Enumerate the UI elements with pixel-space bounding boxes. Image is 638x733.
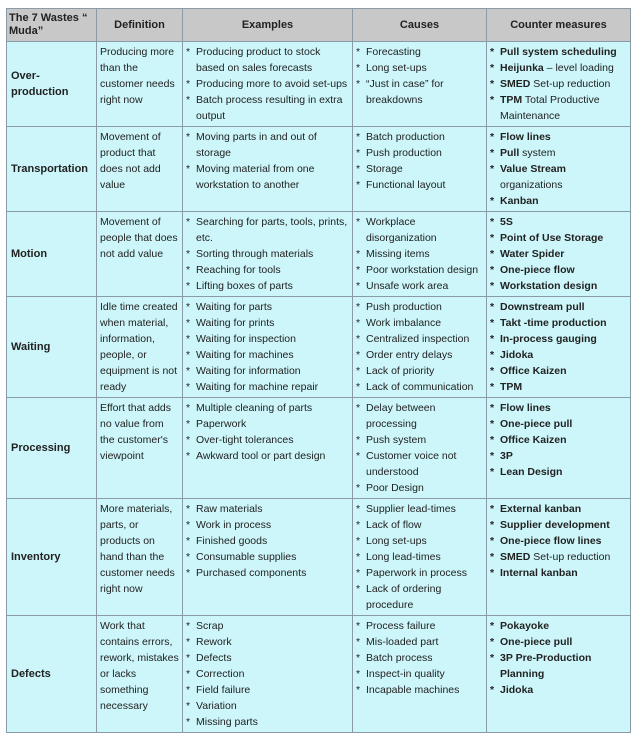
example-item: * Waiting for machine repair	[186, 379, 349, 395]
causes-list	[356, 618, 483, 698]
causes-list	[356, 501, 483, 613]
counter-measure-item	[490, 230, 627, 246]
counter-measure-name: Water Spider	[500, 248, 565, 260]
counter-measure-item	[490, 464, 627, 480]
causes-list	[356, 400, 483, 496]
counter-measure-name: Pokayoke	[500, 620, 550, 632]
cause-item: * Paperwork in process	[356, 565, 483, 581]
counter-measure-name: External kanban	[500, 503, 582, 515]
example-item: * Waiting for information	[186, 363, 349, 379]
cause-item: * Batch production	[356, 129, 483, 145]
counter-measure-detail: Set-up reduction	[530, 78, 611, 90]
counter-measure-detail: organizations	[500, 179, 563, 191]
cause-item: * Batch process	[356, 650, 483, 666]
counter-measure-item	[490, 44, 627, 60]
table-row	[7, 398, 631, 499]
counter-measure-item	[490, 92, 627, 124]
example-item: * Reaching for tools	[186, 262, 349, 278]
counter-measure-item	[490, 161, 627, 193]
counter-measure-item	[490, 618, 627, 634]
counter-measures-cell	[487, 42, 631, 127]
counter-measure-item	[490, 60, 627, 76]
cause-item: * Incapable machines	[356, 682, 483, 698]
example-item: * Multiple cleaning of parts	[186, 400, 349, 416]
example-item: * Producing product to stock based on sales forecasts	[186, 44, 349, 76]
cause-item: * Centralized inspection	[356, 331, 483, 347]
example-item: * Paperwork	[186, 416, 349, 432]
counter-measure-detail: – level loading	[543, 62, 614, 74]
counter-measure-name: Workstation design	[500, 280, 598, 292]
causes-list	[356, 129, 483, 193]
cause-item: * Lack of flow	[356, 517, 483, 533]
counter-measures-list	[490, 400, 627, 480]
counter-measure-name: One-piece pull	[500, 418, 573, 430]
cause-item: * Customer voice not understood	[356, 448, 483, 480]
counter-measure-name: Flow lines	[500, 131, 551, 143]
causes-cell	[353, 42, 487, 127]
examples-cell	[183, 297, 353, 398]
counter-measure-item	[490, 379, 627, 395]
example-item: * Raw materials	[186, 501, 349, 517]
header-counter-measures: Counter measures	[487, 9, 631, 42]
table-row	[7, 499, 631, 616]
counter-measure-item	[490, 448, 627, 464]
counter-measure-item	[490, 214, 627, 230]
counter-measure-item	[490, 331, 627, 347]
counter-measures-cell	[487, 616, 631, 733]
cause-item: * “Just in case” for breakdowns	[356, 76, 483, 108]
examples-list	[186, 618, 349, 730]
examples-list	[186, 214, 349, 294]
counter-measure-name: Jidoka	[500, 349, 534, 361]
waste-name-cell: Motion	[7, 212, 97, 297]
table-row	[7, 297, 631, 398]
definition-cell: More materials, parts, or products on hand than the customer needs right now	[97, 499, 183, 616]
cause-item: * Long set-ups	[356, 533, 483, 549]
waste-name-cell: Inventory	[7, 499, 97, 616]
cause-item: * Push system	[356, 432, 483, 448]
counter-measure-name: TPM	[500, 94, 523, 106]
cause-item: * Delay between processing	[356, 400, 483, 432]
counter-measure-detail: Set-up reduction	[530, 551, 611, 563]
counter-measures-list	[490, 501, 627, 581]
causes-cell	[353, 398, 487, 499]
cause-item: * Functional layout	[356, 177, 483, 193]
example-item: * Variation	[186, 698, 349, 714]
definition-cell: Work that contains errors, rework, mistakes or lacks something necessary	[97, 616, 183, 733]
cause-item: * Long lead-times	[356, 549, 483, 565]
example-item: * Field failure	[186, 682, 349, 698]
definition-cell: Idle time created when material, information, people, or equipment is not ready	[97, 297, 183, 398]
counter-measure-name: SMED	[500, 78, 531, 90]
counter-measure-name: One-piece flow lines	[500, 535, 602, 547]
definition-cell: Movement of people that does not add value	[97, 212, 183, 297]
example-item: * Searching for parts, tools, prints, etc.	[186, 214, 349, 246]
counter-measure-item	[490, 193, 627, 209]
cause-item: * Poor Design	[356, 480, 483, 496]
counter-measure-item	[490, 315, 627, 331]
counter-measure-item	[490, 549, 627, 565]
example-item: * Correction	[186, 666, 349, 682]
counter-measures-cell	[487, 212, 631, 297]
counter-measure-name: Pull	[500, 147, 520, 159]
counter-measure-name: In-process gauging	[500, 333, 597, 345]
cause-item: * Unsafe work area	[356, 278, 483, 294]
counter-measure-name: Kanban	[500, 195, 539, 207]
examples-cell	[183, 127, 353, 212]
examples-cell	[183, 42, 353, 127]
examples-cell	[183, 499, 353, 616]
counter-measure-name: 3P	[500, 450, 513, 462]
counter-measure-item	[490, 533, 627, 549]
example-item: * Lifting boxes of parts	[186, 278, 349, 294]
counter-measure-name: SMED	[500, 551, 531, 563]
examples-list	[186, 400, 349, 464]
example-item: * Producing more to avoid set-ups	[186, 76, 349, 92]
counter-measure-name: One-piece flow	[500, 264, 575, 276]
counter-measures-list	[490, 44, 627, 124]
counter-measure-detail: system	[519, 147, 556, 159]
examples-list	[186, 44, 349, 124]
counter-measure-name: Value Stream	[500, 163, 566, 175]
example-item: * Work in process	[186, 517, 349, 533]
table-row	[7, 212, 631, 297]
definition-cell: Movement of product that does not add value	[97, 127, 183, 212]
counter-measure-name: Office Kaizen	[500, 434, 567, 446]
example-item: * Sorting through materials	[186, 246, 349, 262]
causes-cell	[353, 212, 487, 297]
counter-measures-list	[490, 299, 627, 395]
example-item: * Purchased components	[186, 565, 349, 581]
counter-measure-item	[490, 517, 627, 533]
table-row	[7, 616, 631, 733]
cause-item: * Mis-loaded part	[356, 634, 483, 650]
cause-item: * Long set-ups	[356, 60, 483, 76]
counter-measures-cell	[487, 127, 631, 212]
counter-measure-name: Flow lines	[500, 402, 551, 414]
table-body	[7, 42, 631, 733]
causes-cell	[353, 127, 487, 212]
example-item: * Missing parts	[186, 714, 349, 730]
counter-measure-name: TPM	[500, 381, 523, 393]
example-item: * Batch process resulting in extra output	[186, 92, 349, 124]
example-item: * Moving parts in and out of storage	[186, 129, 349, 161]
definition-cell: Producing more than the customer needs right now	[97, 42, 183, 127]
counter-measure-item	[490, 400, 627, 416]
counter-measure-item	[490, 299, 627, 315]
cause-item: * Workplace disorganization	[356, 214, 483, 246]
definition-cell: Effort that adds no value from the customer's viewpoint	[97, 398, 183, 499]
cause-item: * Order entry delays	[356, 347, 483, 363]
table-header	[7, 9, 631, 42]
counter-measure-item	[490, 682, 627, 698]
causes-cell	[353, 616, 487, 733]
counter-measures-list	[490, 214, 627, 294]
counter-measure-item	[490, 565, 627, 581]
examples-list	[186, 129, 349, 193]
causes-list	[356, 299, 483, 395]
example-item: * Defects	[186, 650, 349, 666]
example-item: * Finished goods	[186, 533, 349, 549]
counter-measure-name: Lean Design	[500, 466, 563, 478]
cause-item: * Lack of ordering procedure	[356, 581, 483, 613]
counter-measure-name: One-piece pull	[500, 636, 573, 648]
example-item: * Moving material from one workstation to another	[186, 161, 349, 193]
table-row	[7, 127, 631, 212]
counter-measures-list	[490, 129, 627, 209]
examples-list	[186, 501, 349, 581]
examples-cell	[183, 398, 353, 499]
counter-measure-detail: Total Productive Maintenance	[500, 94, 600, 122]
waste-name-cell: Processing	[7, 398, 97, 499]
causes-cell	[353, 499, 487, 616]
header-waste: The 7 Wastes “ Muda”	[7, 9, 97, 42]
cause-item: * Inspect-in quality	[356, 666, 483, 682]
example-item: * Waiting for parts	[186, 299, 349, 315]
cause-item: * Push production	[356, 145, 483, 161]
counter-measures-list	[490, 618, 627, 698]
counter-measure-name: Pull system scheduling	[500, 46, 617, 58]
counter-measure-item	[490, 262, 627, 278]
counter-measure-name: Internal kanban	[500, 567, 578, 579]
cause-item: * Work imbalance	[356, 315, 483, 331]
counter-measure-item	[490, 650, 627, 682]
counter-measure-name: Supplier development	[500, 519, 610, 531]
counter-measure-item	[490, 76, 627, 92]
causes-list	[356, 44, 483, 108]
counter-measure-name: 5S	[500, 216, 513, 228]
counter-measure-item	[490, 363, 627, 379]
examples-cell	[183, 616, 353, 733]
examples-list	[186, 299, 349, 395]
waste-name-cell: Over-production	[7, 42, 97, 127]
counter-measure-item	[490, 246, 627, 262]
cause-item: * Storage	[356, 161, 483, 177]
counter-measure-name: Downstream pull	[500, 301, 585, 313]
counter-measure-item	[490, 278, 627, 294]
counter-measures-cell	[487, 297, 631, 398]
counter-measure-item	[490, 129, 627, 145]
counter-measure-item	[490, 145, 627, 161]
cause-item: * Process failure	[356, 618, 483, 634]
waste-name-cell: Waiting	[7, 297, 97, 398]
counter-measure-name: Office Kaizen	[500, 365, 567, 377]
counter-measure-item	[490, 347, 627, 363]
counter-measure-item	[490, 416, 627, 432]
header-causes: Causes	[353, 9, 487, 42]
waste-name-cell: Defects	[7, 616, 97, 733]
cause-item: * Push production	[356, 299, 483, 315]
counter-measure-name: Takt -time production	[500, 317, 607, 329]
cause-item: * Forecasting	[356, 44, 483, 60]
counter-measures-cell	[487, 499, 631, 616]
example-item: * Consumable supplies	[186, 549, 349, 565]
example-item: * Waiting for inspection	[186, 331, 349, 347]
example-item: * Rework	[186, 634, 349, 650]
example-item: * Awkward tool or part design	[186, 448, 349, 464]
causes-cell	[353, 297, 487, 398]
example-item: * Over-tight tolerances	[186, 432, 349, 448]
counter-measure-item	[490, 501, 627, 517]
header-examples: Examples	[183, 9, 353, 42]
example-item: * Scrap	[186, 618, 349, 634]
cause-item: * Poor workstation design	[356, 262, 483, 278]
table-row	[7, 42, 631, 127]
cause-item: * Supplier lead-times	[356, 501, 483, 517]
counter-measure-item	[490, 634, 627, 650]
example-item: * Waiting for machines	[186, 347, 349, 363]
counter-measure-name: Jidoka	[500, 684, 534, 696]
cause-item: * Lack of communication	[356, 379, 483, 395]
waste-name-cell: Transportation	[7, 127, 97, 212]
counter-measure-name: Heijunka	[500, 62, 544, 74]
counter-measure-item	[490, 432, 627, 448]
causes-list	[356, 214, 483, 294]
counter-measure-name: 3P Pre-Production Planning	[500, 652, 592, 680]
counter-measure-name: Point of Use Storage	[500, 232, 604, 244]
counter-measures-cell	[487, 398, 631, 499]
examples-cell	[183, 212, 353, 297]
example-item: * Waiting for prints	[186, 315, 349, 331]
seven-wastes-table	[6, 8, 631, 733]
cause-item: * Lack of priority	[356, 363, 483, 379]
header-definition: Definition	[97, 9, 183, 42]
cause-item: * Missing items	[356, 246, 483, 262]
header-row	[7, 9, 631, 42]
